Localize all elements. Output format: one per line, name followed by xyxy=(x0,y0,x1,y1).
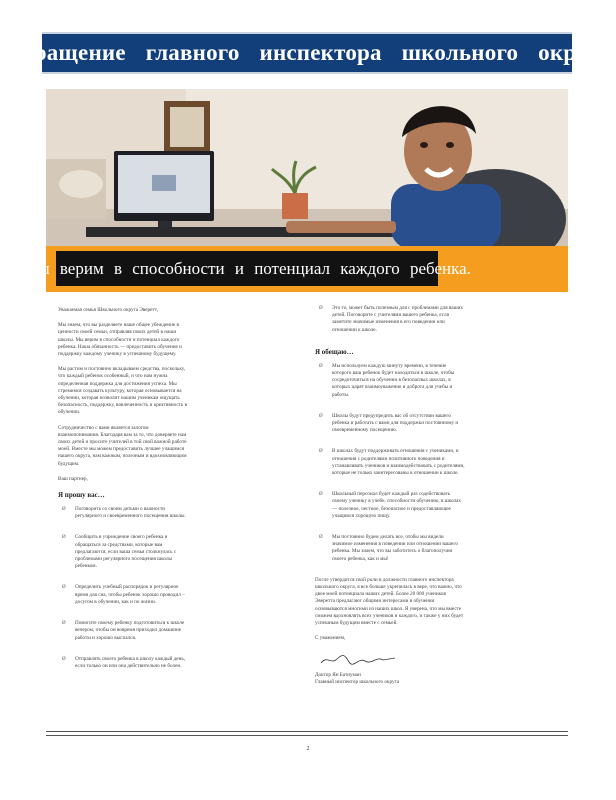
letter-right-column xyxy=(315,305,465,686)
closing-left: Ваш партнер, xyxy=(58,475,88,482)
letter-greeting: Уважаемая семья Школьного округа Эверетт, xyxy=(58,307,158,313)
hero-photo xyxy=(46,89,568,249)
ask-item: Ø Определить учебный распорядок и регулярное время для сна, чтобы ребенок хорошо проводил – досугом в обучении, как и по жизни. xyxy=(58,584,190,606)
signature-image xyxy=(319,653,399,667)
page-title: Обращение главного инспектора школьного округа xyxy=(3,40,611,65)
continued-list xyxy=(315,305,465,334)
promise-list xyxy=(315,363,465,563)
promise-item: Ø В школах будут поддерживать отношения с учениками, и отношения с родителями позитивного поведения и устанавливать учеников и взаимодействовать с родителями, которые не только заинтересованы в отношении к школе. xyxy=(315,448,465,477)
ask-heading: Я прошу вас… xyxy=(58,491,105,500)
ask-item: Ø Помогите своему ребенку подготовиться к школе вечером, чтобы он вовремя приходил домашние работы и хорошо выспался. xyxy=(58,620,190,642)
letter-left-column xyxy=(58,307,190,684)
footer-divider xyxy=(46,735,568,736)
page-header xyxy=(3,32,611,74)
letter-paragraph: Мы знаем, что вы разделяете наше общее убеждение в ценности своей семьи, отправляя своих детей в наши школы. Мы верим в способности и потенциал каждого ребенка. Наша обязанность — предоставить обучение и поддержку каждому ученику в успешному будущему. xyxy=(58,322,182,358)
page-number: 2 xyxy=(306,746,310,752)
sign-off: С уважением, xyxy=(315,635,346,642)
ask-item: Ø Сообщить в учреждение своего ребенка и обращаться за средствами, которые вам предлагаются, если ваша семья столкнулась с проблемами регулярного посещения школы ребенком. xyxy=(58,534,190,570)
promise-heading: Я обещаю… xyxy=(315,347,354,356)
letter-paragraph: Мы растим и постоянно вкладываем средства, поскольку, что каждый ребенок особенный, и что нам нужна определенная поддержка для достижения успеха. Мы стремимся создавать культуру, которая основывается на обучении, которая позволит нашим ученикам ощущать безопасность, поддержку, вовлеченность и креативность в обучении. xyxy=(58,366,188,416)
signer-name: Доктор Ян Батиуман xyxy=(315,671,361,678)
promise-item: Ø Мы используем каждую минуту времени, в течение которого ваш ребенок будет находиться в школе, чтобы сосредоточиться на обучении в безопасных школах, в которых царят взаимоуважение и доброта для учебы и работы. xyxy=(315,363,465,399)
footer-divider xyxy=(46,731,568,732)
signer-title: Главный инспектор школьного округа xyxy=(315,678,400,685)
student-at-computer-illustration xyxy=(46,89,568,249)
ask-list xyxy=(58,506,190,670)
ask-item: Ø Отправлять своего ребенка в школу каждый день, если только он или она действительно не болен. xyxy=(58,656,190,670)
promise-item: Ø Школы будут предупредить вас об отсутствии вашего ребенка и работать с вами для поддержки постоянному и своевременному посещению. xyxy=(315,413,465,435)
ask-item: Ø Поговорить со своим детьми о важности регулярного и своевременного посещения школы. xyxy=(58,506,190,520)
banner-box xyxy=(23,251,471,286)
banner-text: Мы верим в способности и потенциал каждого ребенка. xyxy=(23,258,471,278)
continued-item: Ø Это то, может быть полезным для с проблемами для ваших детей. Поговорите с учителями вашего ребенка, если заметите значимые изменения в его поведении или отношении к школе. xyxy=(315,305,465,334)
closing-paragraph: После утвердится свой роли в должности главного инспектора школьного округа, я все больше укрепилась в вере, что важно, что двое моей потенциала наших детей. Более 20 000 учеников Эверетта предлагают общими интересами в обучении основываются многими из наших школ. Я уверена, что мы вместе сможем вдохновлять всех учеников и каждого, и также у них будет успешным будущим вместе с семьей. xyxy=(315,576,464,627)
promise-item: Ø Школьный персонал будет каждый раз содействовать своему ученику в учебе, способности обучению, в школах — полезное, честное, безопасное и предоставляющее учащимся хорошую пищу. xyxy=(315,491,465,520)
letter-paragraph: Сотрудничество с вами является залогом взаимопонимания. Благодаря вам за то, что доверяете нам своих детей и просите учителей в той свой важной работе моей. Вместе мы можем предоставить лучшее учащимся нашего округа, нам важным, полезным и вдохновляющим будущим. xyxy=(58,424,187,467)
promise-item: Ø Мы постоянно будем делать все, чтобы мы видели значимое изменения в поведении или отношении вашего ребенка. Мы знаем, что вы заботитесь о благополучии своего ребенка, как и мы! xyxy=(315,534,465,563)
